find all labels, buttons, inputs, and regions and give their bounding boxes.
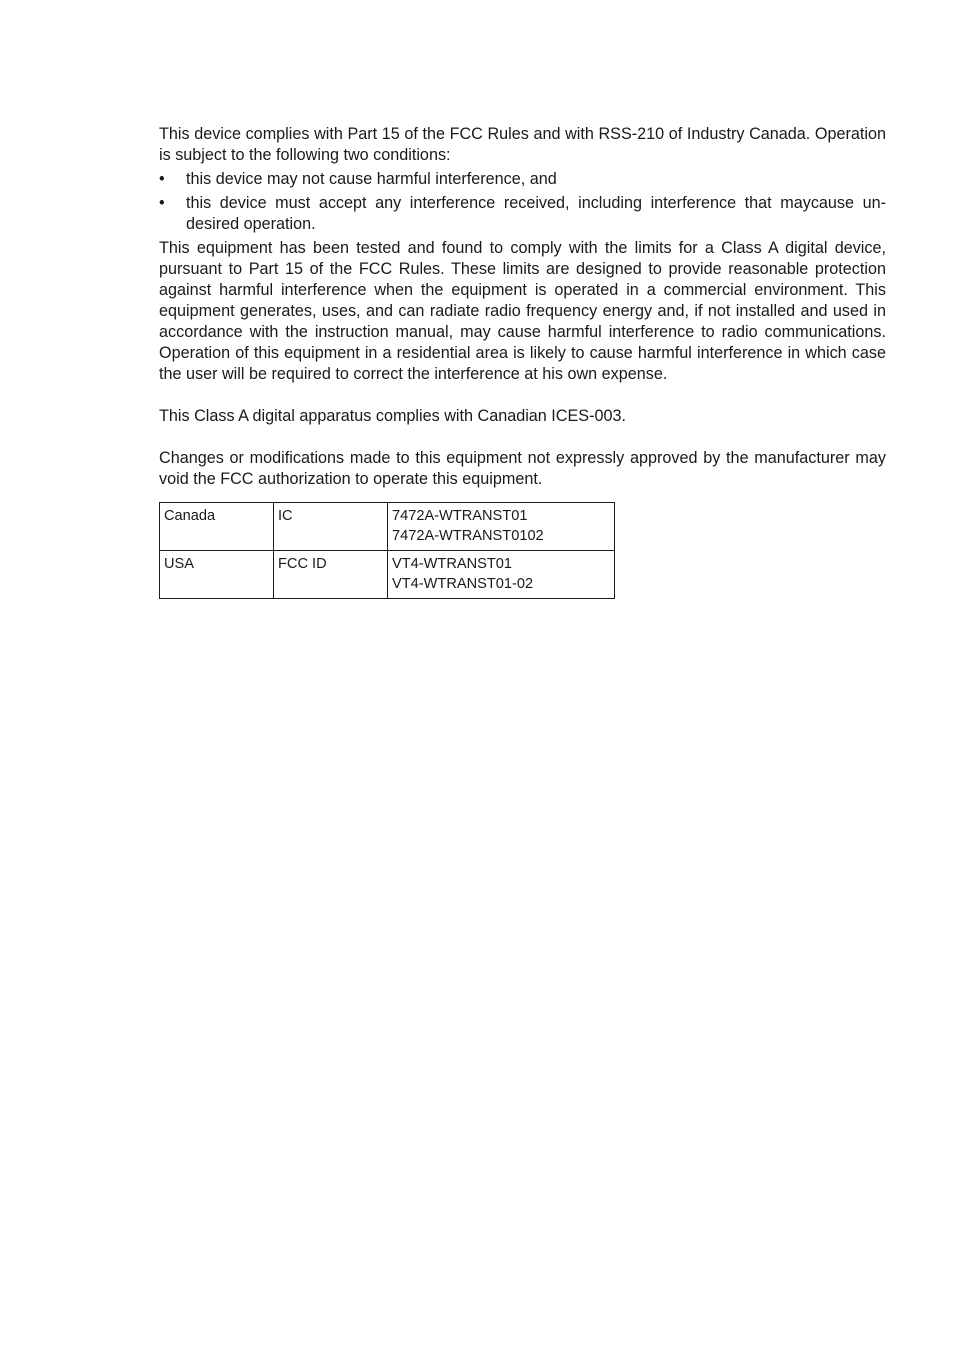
- condition-text: this device may not cause harmful interference, and: [186, 170, 557, 188]
- bullet-icon: •: [159, 170, 165, 188]
- certification-id-table: [159, 502, 615, 599]
- authority-cell: FCC ID: [274, 551, 388, 599]
- condition-text: this device must accept any interference received, including interference that maycause undesired operation.: [186, 194, 886, 233]
- intro-paragraph: This device complies with Part 15 of the FCC Rules and with RSS-210 of Industry Canada. Operation is subject to the following two conditions:: [159, 125, 886, 164]
- table-row: [160, 551, 615, 599]
- country-cell: Canada: [160, 503, 274, 551]
- certification-id: 7472A-WTRANST0102: [392, 528, 544, 544]
- compliance-section: [159, 124, 886, 599]
- certification-id: VT4-WTRANST01: [392, 556, 513, 572]
- table-row: [160, 503, 615, 551]
- list-item: [159, 169, 886, 190]
- country-cell: USA: [160, 551, 274, 599]
- changes-paragraph: Changes or modifications made to this equipment not expressly approved by the manufacturer may void the FCC authorization to operate this equipment.: [159, 449, 886, 488]
- certification-id: VT4-WTRANST01-02: [392, 576, 534, 592]
- class-a-paragraph: This equipment has been tested and found to comply with the limits for a Class A digital device, pursuant to Part 15 of the FCC Rules. These limits are designed to provide reasonable protection against harmful interference when the equipment is operated in a commercial environment. This equipment generates, uses, and can radiate radio frequency energy and, if not installed and used in accordance with the instruction manual, may cause harmful interference to radio communications. Operation of this equipment in a residential area is likely to cause harmful interference in which case the user will be required to correct the interference at his own expense.: [159, 239, 886, 383]
- ids-cell: [388, 503, 615, 551]
- certification-id: 7472A-WTRANST01: [392, 508, 528, 524]
- conditions-list: [159, 169, 886, 235]
- authority-cell: IC: [274, 503, 388, 551]
- ids-cell: [388, 551, 615, 599]
- list-item: [159, 193, 886, 235]
- bullet-icon: •: [159, 194, 165, 212]
- ices-paragraph: This Class A digital apparatus complies with Canadian ICES-003.: [159, 407, 626, 425]
